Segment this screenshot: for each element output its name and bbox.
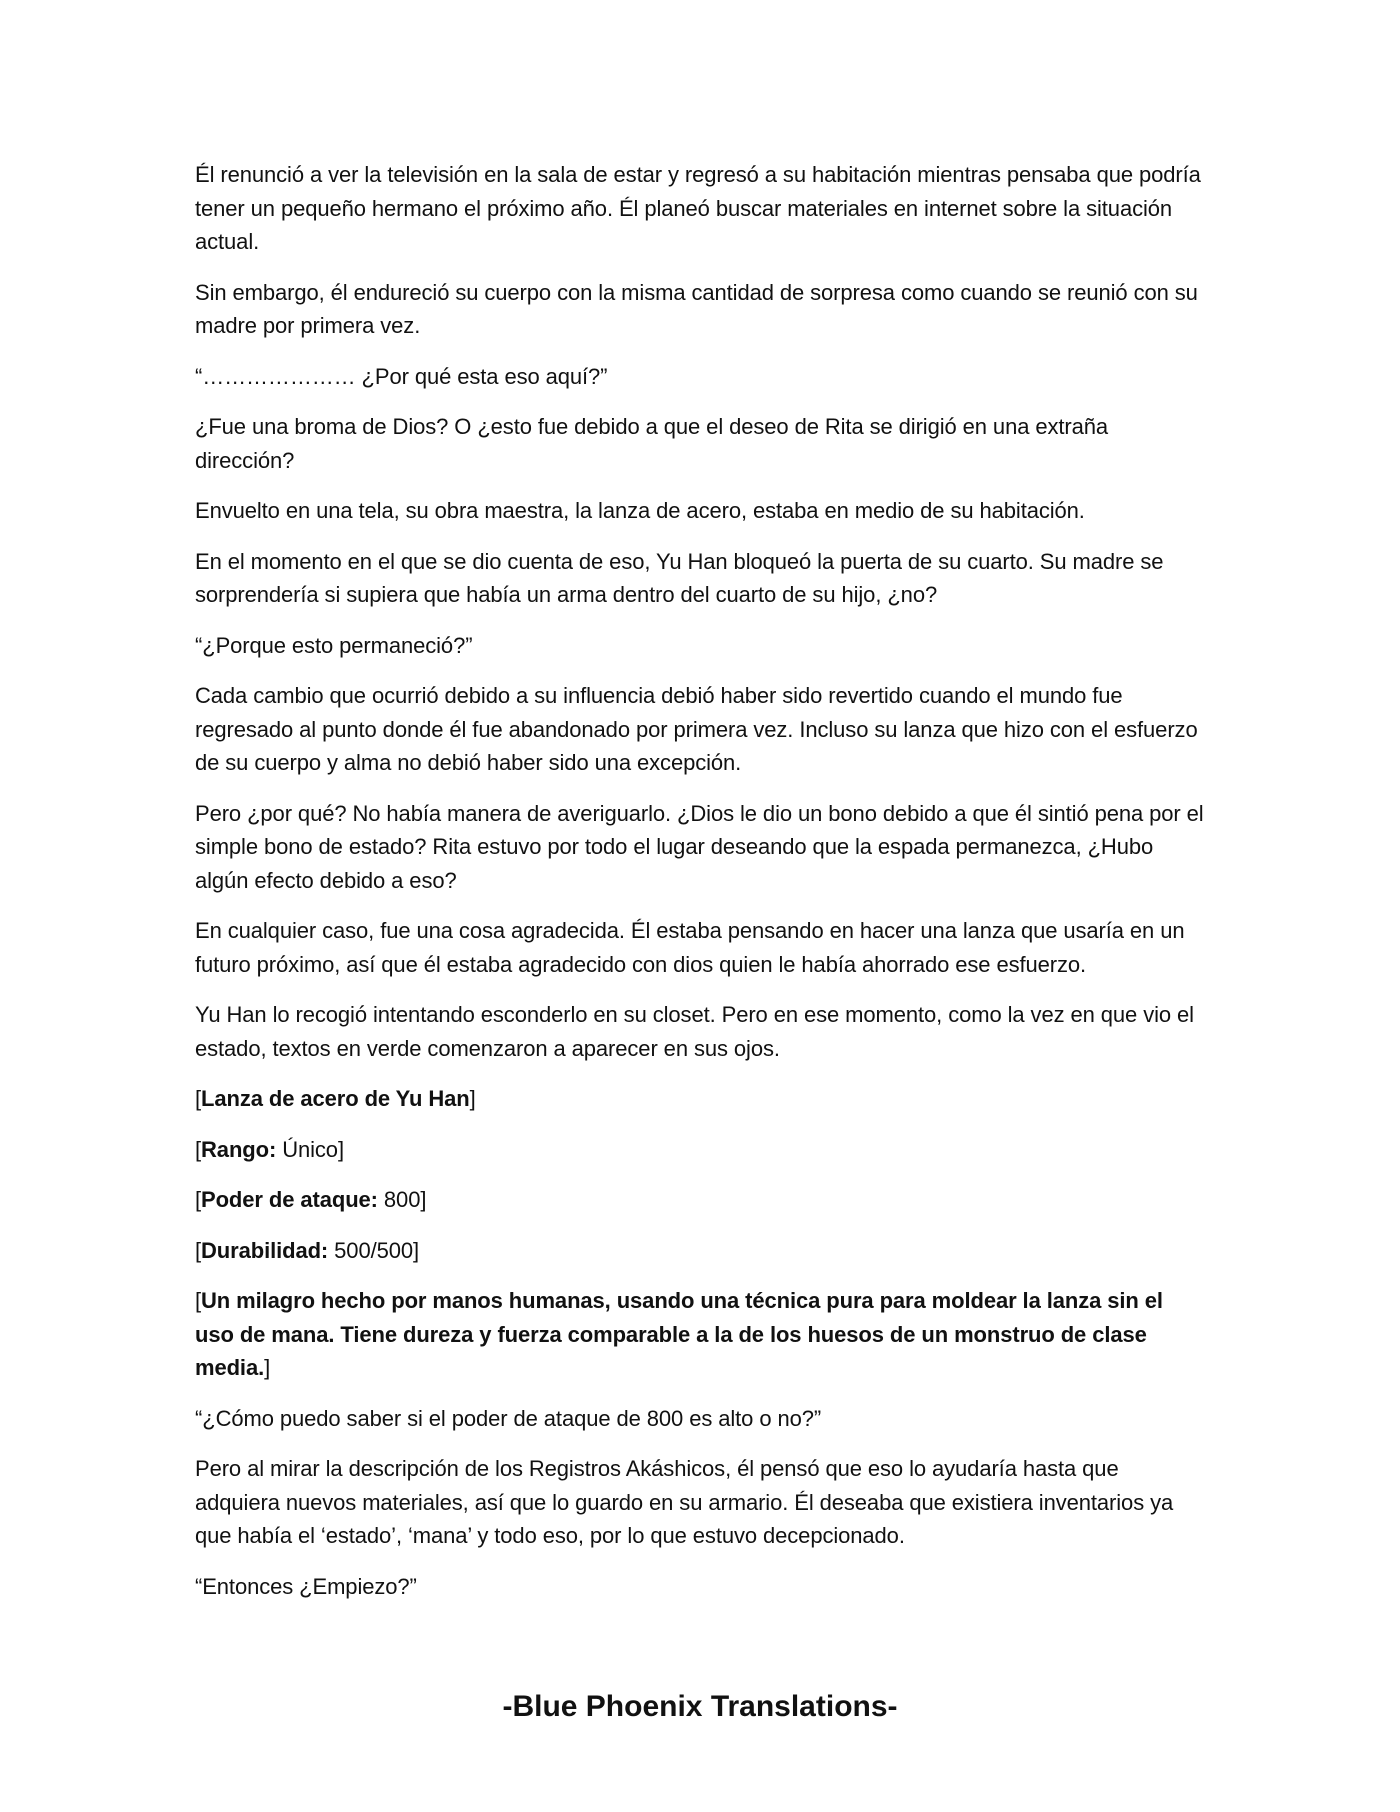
item-attack-value: 800 (377, 1187, 421, 1212)
paragraph: “¿Cómo puedo saber si el poder de ataque de 800 es alto o no?” (195, 1405, 822, 1431)
paragraph: Envuelto en una tela, su obra maestra, la lanza de acero, estaba en medio de su habitación. (195, 498, 1085, 523)
item-name: Lanza de acero de Yu Han (201, 1086, 470, 1111)
paragraph: “¿Porque esto permaneció?” (195, 632, 473, 658)
translator-credit: -Blue Phoenix Translations- (502, 1690, 898, 1723)
item-rank-label: Rango: (201, 1136, 277, 1162)
item-durability-line: [Durabilidad: 500/500] (195, 1237, 420, 1263)
paragraph: En cualquier caso, fue una cosa agradecida. Él estaba pensando en hacer una lanza que usaría en un futuro próximo, así que él estaba agradecido con dios quien le había ahorrado ese esfuerzo. (195, 918, 1185, 977)
paragraph: Él renunció a ver la televisión en la sala de estar y regresó a su habitación mientras pensaba que podría tener un pequeño hermano el próximo año. Él planeó buscar materiales en internet sobre la situación actual. (195, 162, 1201, 254)
item-attack-line: [Poder de ataque: 800] (195, 1187, 427, 1212)
paragraph: “………………… ¿Por qué esta eso aquí?” (195, 363, 608, 389)
document-body (195, 158, 1205, 1620)
item-description-line: [Un milagro hecho por manos humanas, usando una técnica pura para moldear la lanza sin el uso de mana. Tiene dureza y fuerza comparable a la de los huesos de un monstruo de clase media.] (195, 1288, 1163, 1380)
paragraph: En el momento en el que se dio cuenta de eso, Yu Han bloqueó la puerta de su cuarto. Su madre se sorprendería si supiera que había un arma dentro del cuarto de su hijo, ¿no? (195, 548, 1164, 607)
item-durability-value: 500/500 (328, 1237, 413, 1263)
item-name-line: [Lanza de acero de Yu Han] (195, 1086, 476, 1111)
paragraph: Sin embargo, él endureció su cuerpo con la misma cantidad de sorpresa como cuando se reunió con su madre por primera vez. (195, 279, 1198, 338)
item-rank-line: [Rango: Único] (195, 1136, 344, 1162)
item-durability-label: Durabilidad: (201, 1237, 329, 1263)
item-rank-value: Único (276, 1136, 338, 1162)
paragraph: “Entonces ¿Empiezo?” (195, 1573, 417, 1599)
paragraph: ¿Fue una broma de Dios? O ¿esto fue debido a que el deseo de Rita se dirigió en una extraña dirección? (195, 414, 1109, 473)
paragraph: Pero al mirar la descripción de los Registros Akáshicos, él pensó que eso lo ayudaría hasta que adquiera nuevos materiales, así que lo guardo en su armario. Él deseaba que existiera inventarios ya que había el ‘estado’, ‘mana’ y todo eso, por lo que estuvo decepcionado. (195, 1456, 1174, 1548)
item-description: Un milagro hecho por manos humanas, usando una técnica pura para moldear la lanza sin el uso de mana. Tiene dureza y fuerza comparable a la de los huesos de un monstruo de clase media. (195, 1288, 1163, 1380)
paragraph: Cada cambio que ocurrió debido a su influencia debió haber sido revertido cuando el mundo fue regresado al punto donde él fue abandonado por primera vez. Incluso su lanza que hizo con el esfuerzo de su cuerpo y alma no debió haber sido una excepción. (195, 683, 1198, 775)
paragraph: Yu Han lo recogió intentando esconderlo en su closet. Pero en ese momento, como la vez en que vio el estado, textos en verde comenzaron a aparecer en sus ojos. (195, 1002, 1194, 1061)
item-attack-label: Poder de ataque: (201, 1187, 378, 1212)
paragraph: Pero ¿por qué? No había manera de averiguarlo. ¿Dios le dio un bono debido a que él sintió pena por el simple bono de estado? Rita estuvo por todo el lugar deseando que la espada permanezca, ¿Hubo algún efecto debido a eso? (195, 800, 1204, 893)
